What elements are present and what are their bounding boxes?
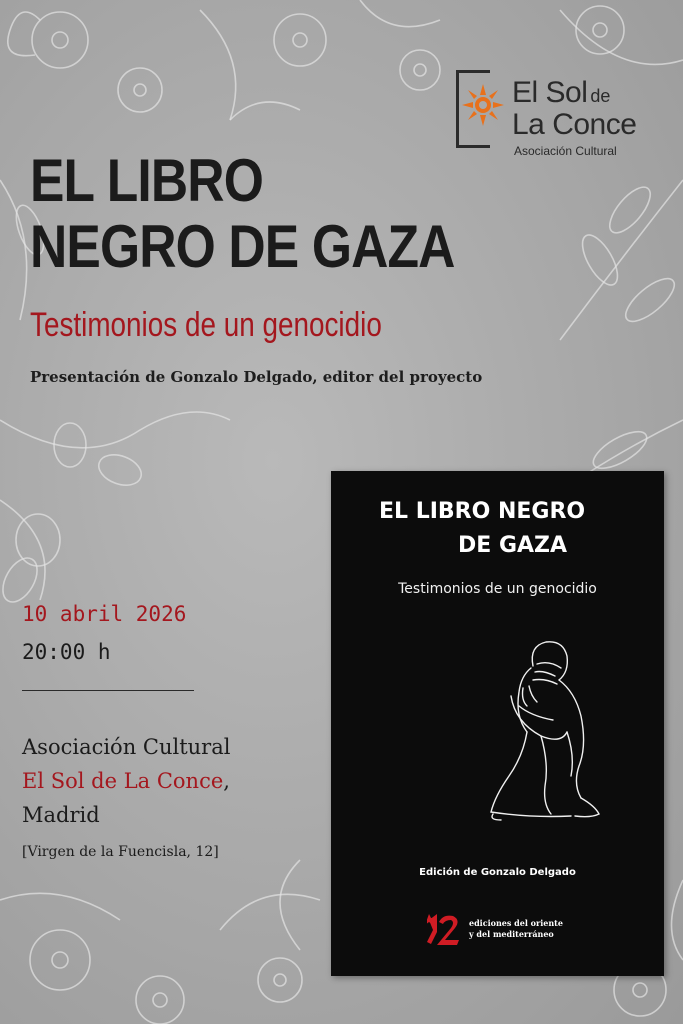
publisher-name-line1: ediciones del oriente: [469, 918, 563, 928]
presenter-line: Presentación de Gonzalo Delgado, editor del proyecto: [30, 368, 483, 386]
logo-name-line1: [512, 76, 610, 110]
venue-city: Madrid: [22, 803, 100, 827]
logo-name-line2: La Conce: [512, 108, 637, 141]
venue-line2: [22, 764, 230, 798]
venue-line1: Asociación Cultural: [22, 735, 231, 759]
book-editor: Edición de Gonzalo Delgado: [419, 867, 576, 878]
event-time: 20:00 h: [22, 640, 111, 664]
book-title-line1: EL LIBRO NEGRO: [379, 499, 586, 524]
logo-name-main: El Sol: [512, 76, 588, 109]
event-title-line2: NEGRO DE GAZA: [30, 213, 455, 280]
kneeling-figure-icon: [471, 636, 621, 826]
publisher-name: [469, 918, 563, 940]
divider: [22, 690, 194, 691]
logo-tagline: Asociación Cultural: [514, 144, 617, 158]
book-subtitle: Testimonios de un genocidio: [398, 581, 597, 597]
event-title: [30, 148, 455, 280]
event-date: 10 abril 2026: [22, 602, 187, 626]
book-cover: [331, 471, 664, 976]
event-subtitle: Testimonios de un genocidio: [30, 306, 382, 344]
venue-name: El Sol de La Conce: [22, 769, 224, 793]
publisher-name-line2: y del mediterráneo: [469, 929, 554, 939]
book-title: [331, 495, 664, 563]
event-title-line1: EL LIBRO: [30, 147, 263, 214]
book-title-line2: DE GAZA: [458, 533, 568, 558]
logo: [456, 70, 666, 158]
venue-comma: ,: [223, 769, 230, 793]
venue: [22, 730, 230, 832]
publisher-logo-icon: [427, 912, 465, 946]
sun-icon: [460, 82, 506, 128]
venue-address: [Virgen de la Fuencisla, 12]: [22, 844, 219, 860]
logo-name-small: de: [590, 86, 611, 106]
